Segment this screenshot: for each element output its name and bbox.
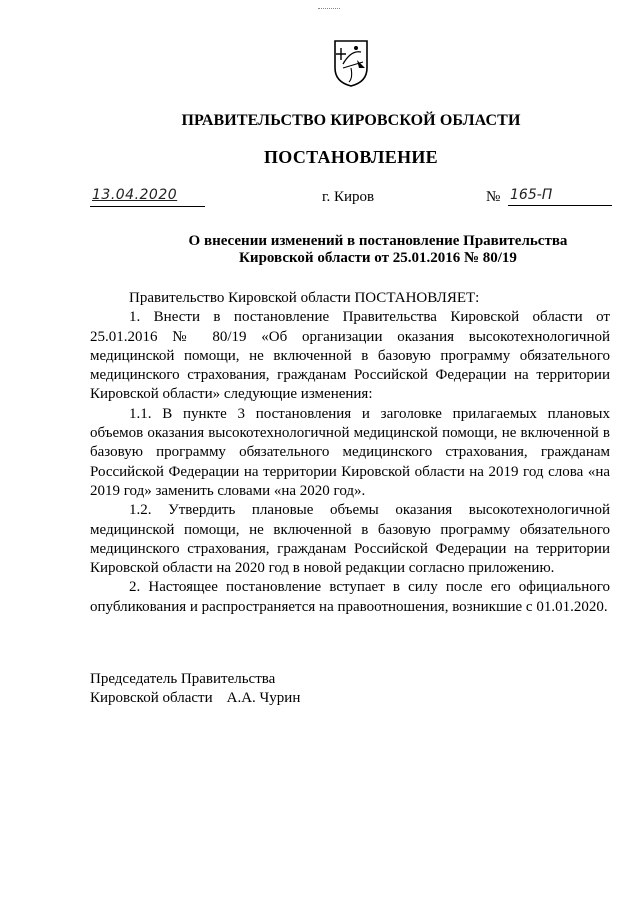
- number-field: [486, 189, 612, 206]
- signatory-title-line-2: Кировской области: [90, 690, 213, 706]
- subject-line-2: Кировской области от 25.01.2016 № 80/19: [239, 250, 517, 266]
- coat-of-arms-emblem: [331, 38, 371, 88]
- city-label: г. Киров: [322, 189, 375, 205]
- signatory-title-line-1: Председатель Правительства: [90, 671, 276, 687]
- document-type-heading: ПОСТАНОВЛЕНИЕ: [264, 147, 438, 167]
- handwritten-number: 165-П: [510, 187, 553, 203]
- scan-artifact: [318, 8, 340, 10]
- paragraph-1-1: 1.1. В пункте 3 постановления и заголовке прилагаемых плановых объемов оказания высокотехнологичной медицинской помощи, не включенной в базовую программу обязательного медицинского страхования, гражданам Российской Федерации на территории Кировской области на 2019 год слова «на 2019 год» заменить словами «на 2020 год».: [90, 405, 610, 499]
- signature-block: [90, 670, 300, 708]
- signatory-name: А.А. Чурин: [226, 690, 301, 706]
- paragraph-2: 2. Настоящее постановление вступает в силу после его официального опубликования и распространяется на правоотношения, возникшие с 01.01.2020.: [90, 579, 610, 615]
- signatory-title-line-2-row: [90, 689, 300, 708]
- resolution-lead: Правительство Кировской области ПОСТАНОВЛЯЕТ:: [129, 290, 480, 306]
- document-meta-row: [0, 189, 640, 211]
- subject-line-1: О внесении изменений в постановление Правительства: [188, 233, 568, 249]
- paragraph-1-2: 1.2. Утвердить плановые объемы оказания высокотехнологичной медицинской помощи, не включенной в базовую программу обязательного медицинского страхования, гражданам Российской Федерации на территории Кировской области на 2020 год в новой редакции согласно приложению.: [90, 502, 610, 577]
- date-field: [90, 189, 205, 207]
- number-underline: [508, 205, 612, 206]
- paragraph-1: 1. Внести в постановление Правительства Кировской области от 25.01.2016 № 80/19 «Об организации оказания высокотехнологичной медицинской помощи, не включенной в базовую программу обязательного медицинского страхования, гражданам Российской Федерации на территории Кировской области» следующие изменения:: [90, 309, 610, 403]
- number-sign: №: [486, 189, 501, 205]
- document-body: [90, 289, 610, 617]
- document-subject: [90, 233, 610, 267]
- handwritten-date: 13.04.2020: [92, 187, 178, 203]
- government-title: ПРАВИТЕЛЬСТВО КИРОВСКОЙ ОБЛАСТИ: [181, 112, 521, 129]
